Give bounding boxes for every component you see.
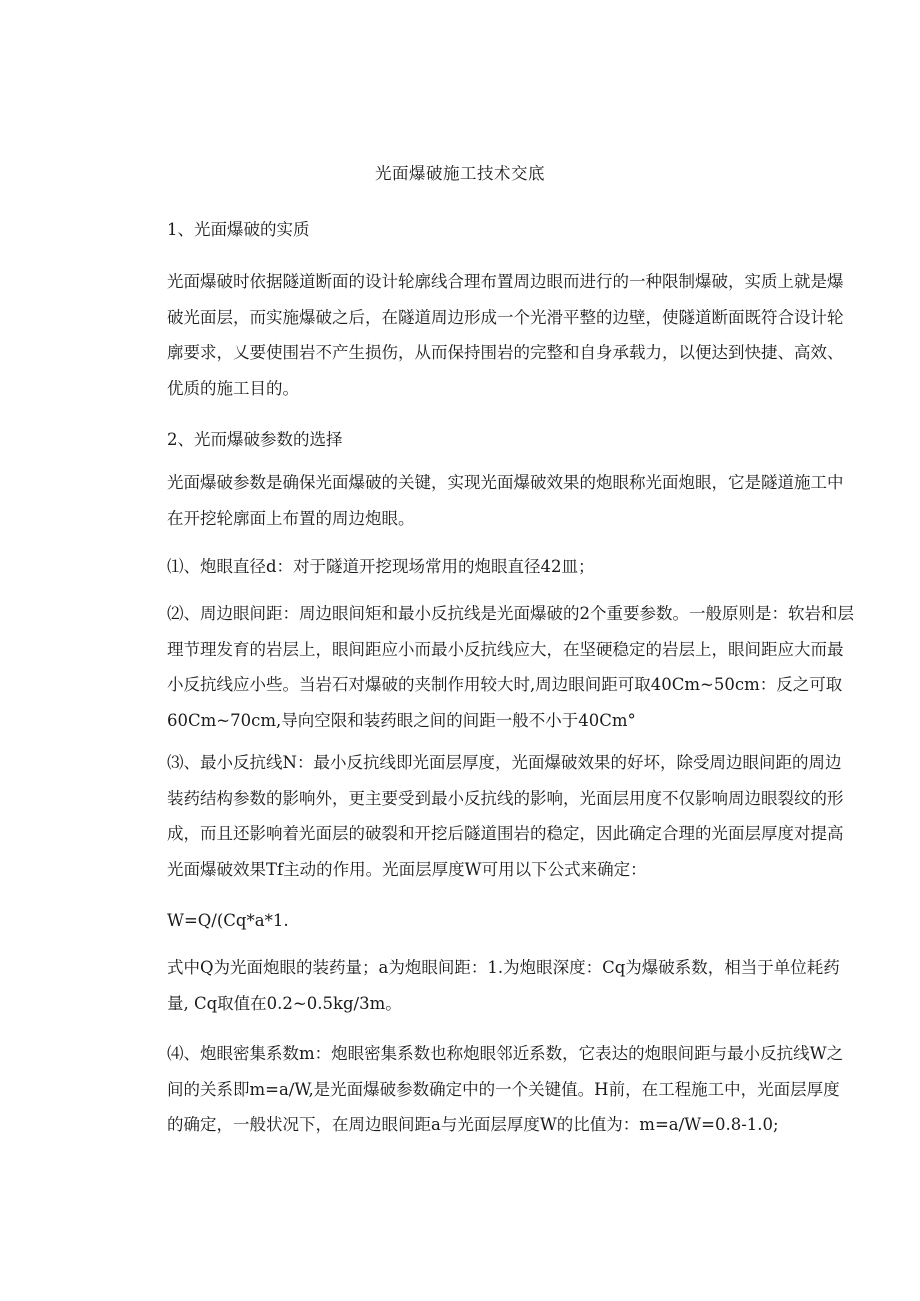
section-heading: 2、光而爆破参数的选择	[167, 430, 343, 449]
param-3-paragraph	[167, 745, 855, 888]
section-2-heading	[167, 426, 855, 450]
section-heading: 1、光面爆破的实质	[167, 220, 310, 239]
paragraph: 式中Q为光面炮眼的装药量；a为炮眼间距：1.为炮眼深度：Cq为爆破系数，相当于单位耗药量, Cq取值在0.2~0.5kg∕3m。	[167, 958, 840, 1013]
document-title: 光面爆破施工技术交底	[375, 164, 545, 183]
formula	[167, 903, 855, 939]
paragraph: ⑵、周边眼间距：周边眼间矩和最小反抗线是光面爆破的2个重要参数。一般原则是：软岩和层理节理发育的岩层上，眼间距应小而最小反抗线应大，在坚硬稳定的岩层上，眼间距应大而最小反抗线应小些。当岩石对爆破的夹制作用较大时,周边眼间距可取40Cm~50cm：反之可取60Cm~70cm,导向空限和装药眼之间的间距一般不小于40Cm°	[167, 604, 854, 731]
section-2-intro-paragraph	[167, 465, 855, 536]
paragraph: ⑶、最小反抗线N：最小反抗线即光面层厚度，光面爆破效果的好坏，除受周边眼间距的周边装药结构参数的影响外，更主要受到最小反抗线的影响，光面层用度不仅影响周边眼裂纹的形成，而且还影响着光面层的破裂和开挖后隧道围岩的稳定，因此确定合理的光面层厚度对提高光面爆破效果Tf主动的作用。光面层厚度W可用以下公式来确定：	[167, 753, 844, 880]
paragraph: 光面爆破时依据隧道断面的设计轮廓线合理布置周边眼而进行的一种限制爆破，实质上就是爆破光面层，而实施爆破之后，在隧道周边形成一个光滑平整的边壁，使隧道断面既符合设计轮廓要求，乂要使围岩不产生损伤，从而保持围岩的完整和自身承载力，以便达到快捷、高效、优质的施工目的。	[167, 272, 844, 399]
param-4-paragraph	[167, 1036, 855, 1143]
paragraph: 光面爆破参数是确保光面爆破的关键，实现光面爆破效果的炮眼称光面炮眼，它是隧道施工中在开挖轮廓面上布置的周边炮眼。	[167, 473, 844, 528]
param-2-paragraph	[167, 596, 855, 739]
section-1-heading	[167, 216, 855, 240]
formula-text: W=Q/(Cq*a*1.	[167, 911, 289, 930]
formula-explanation-paragraph	[167, 950, 855, 1021]
paragraph: ⑷、炮眼密集系数m：炮眼密集系数也称炮眼邻近系数，它表达的炮眼间距与最小反抗线W之间的关系即m=a∕W,是光面爆破参数确定中的一个关键值。H前，在工程施工中，光面层厚度的确定，一般状况下，在周边眼间距a与光面层厚度W的比值为：m=a∕W=0.8-1.0;	[167, 1044, 844, 1135]
param-1-paragraph	[167, 549, 855, 585]
section-1-paragraph	[167, 264, 855, 407]
paragraph: ⑴、炮眼直径d：对于隧道开挖现场常用的炮眼直径42皿；	[167, 557, 595, 576]
